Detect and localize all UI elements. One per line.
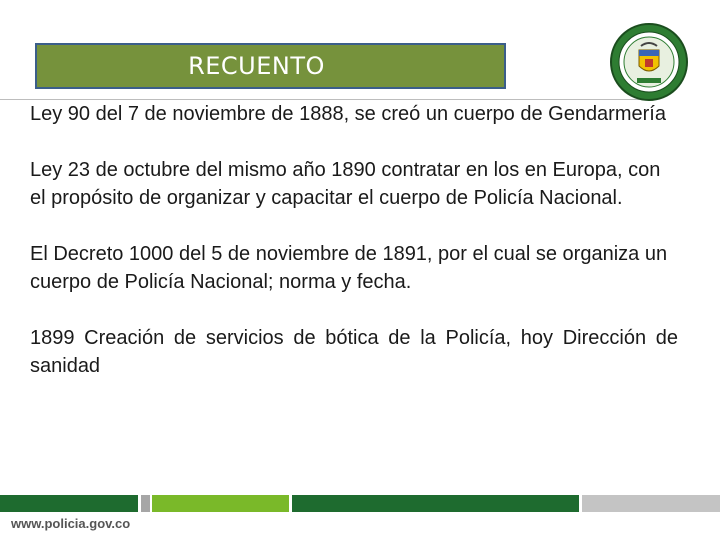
footer-bar-segment	[292, 495, 579, 512]
paragraph-1891: El Decreto 1000 del 5 de noviembre de 1891, por el cual se organiza un cuerpo de Policía Nacional; norma y fecha.	[30, 243, 668, 293]
paragraph-1890: Ley 23 de octubre del mismo año 1890 contratar en los en Europa, con el propósito de organizar y capacitar el cuerpo de Policía Nacional.	[30, 159, 661, 209]
content-area	[30, 100, 678, 408]
paragraph-1888: Ley 90 del 7 de noviembre de 1888, se creó un cuerpo de Gendarmería	[30, 103, 666, 125]
footer-url[interactable]: www.policia.gov.co	[11, 516, 131, 531]
policia-nacional-emblem-icon	[609, 22, 689, 102]
footer-bar-segment	[0, 495, 138, 512]
footer-bar-segment	[152, 495, 289, 512]
title-banner	[35, 43, 506, 89]
footer-bar-segment	[582, 495, 720, 512]
page-title: RECUENTO	[188, 52, 325, 80]
footer-color-bar	[0, 495, 720, 512]
paragraph-1899: 1899 Creación de servicios de bótica de la Policía, hoy Dirección de sanidad	[30, 327, 678, 377]
footer-bar-segment	[141, 495, 150, 512]
